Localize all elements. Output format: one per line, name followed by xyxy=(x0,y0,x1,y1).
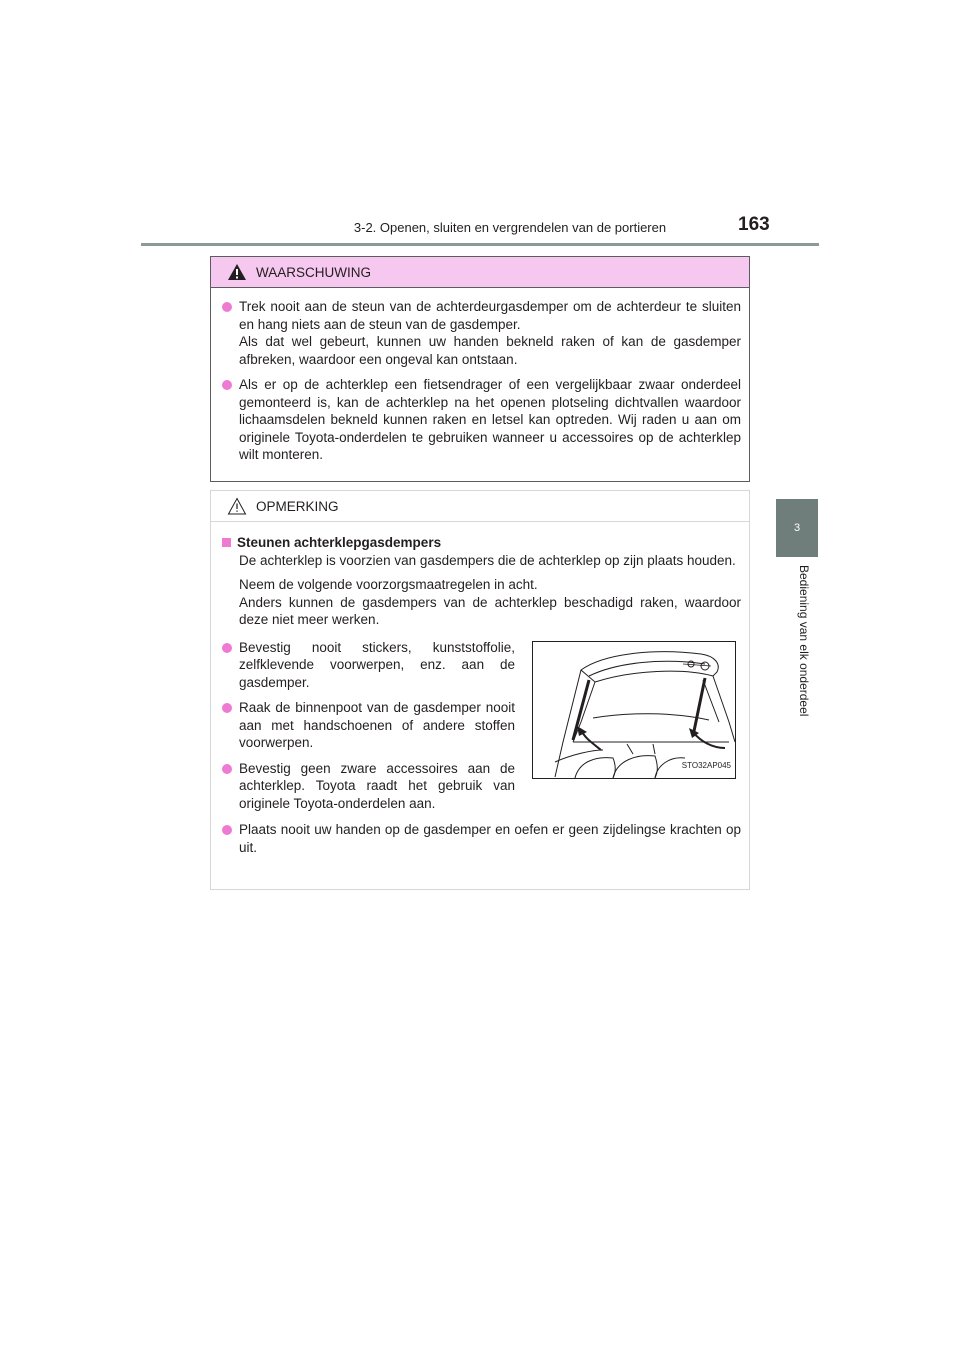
note-box xyxy=(210,490,750,890)
bullet-icon xyxy=(222,764,232,774)
note-text: Raak de binnenpoot van de gasdemper nooit aan met handschoenen of andere stoffen voorwerpen. xyxy=(239,700,515,750)
header-divider xyxy=(141,243,819,246)
note-item xyxy=(222,760,515,813)
bullet-icon xyxy=(222,302,232,312)
warning-triangle-icon xyxy=(227,263,247,281)
paragraph: Anders kunnen de gasdempers van de achterklep beschadigd raken, waardoor deze niet meer werken. xyxy=(239,594,741,627)
tailgate-gas-strut-illustration xyxy=(532,641,736,779)
bullet-icon xyxy=(222,703,232,713)
section-title: 3-2. Openen, sluiten en vergrendelen van de portieren xyxy=(353,220,667,235)
bullet-icon xyxy=(222,825,232,835)
note-text: Bevestig geen zware accessoires aan de achterklep. Toyota raadt het gebruik van originele Toyota-onderdelen aan. xyxy=(239,760,515,811)
caution-triangle-icon xyxy=(227,497,247,515)
note-title: OPMERKING xyxy=(256,498,339,514)
chapter-number: 3 xyxy=(793,522,801,534)
bullet-icon xyxy=(222,380,232,390)
note-item xyxy=(222,639,515,692)
note-item xyxy=(222,821,741,856)
bullet-icon xyxy=(222,643,232,653)
figure-code: STO32AP045 xyxy=(681,761,731,770)
note-item xyxy=(222,699,515,752)
warning-text: Als er op de achterklep een fietsendrager of een vergelijkbaar zwaar onderdeel gemonteerd is, kan de achterklep na het openen plotseling dichtvallen waardoor lichaamsdelen bekneld kunnen raken en letsel kan optreden. Wij raden u aan om originele Toyota-onderdelen te gebruiken wanneer u accessoires op de achterklep wilt monteren. xyxy=(239,377,741,462)
paragraph: De achterklep is voorzien van gasdempers die de achterklep op zijn plaats houden. xyxy=(239,552,736,568)
page-number: 163 xyxy=(738,214,770,235)
warning-title: WAARSCHUWING xyxy=(256,264,371,280)
warning-text: Trek nooit aan de steun van de achterdeurgasdemper om de achterdeur te sluiten en hang niets aan de steun van de gasdemper. xyxy=(239,299,741,332)
warning-body xyxy=(211,288,749,464)
note-text: Plaats nooit uw handen op de gasdemper en oefen er geen zijdelingse krachten op uit. xyxy=(239,822,741,855)
warning-item xyxy=(222,298,741,368)
chapter-label: Bediening van elk onderdeel xyxy=(797,565,811,717)
square-bullet-icon xyxy=(222,538,231,547)
note-text: Bevestig nooit stickers, kunststoffolie, zelfklevende voorwerpen, enz. aan de gasdemper. xyxy=(239,639,515,690)
section-heading-text: Steunen achterklepgasdempers xyxy=(237,535,442,550)
section-heading xyxy=(222,534,741,552)
paragraph: Neem de volgende voorzorgsmaatregelen in acht. xyxy=(239,577,538,592)
warning-item xyxy=(222,376,741,464)
figure-row xyxy=(222,637,741,813)
chapter-tab xyxy=(776,499,818,557)
note-header xyxy=(211,491,749,522)
note-body xyxy=(211,522,749,856)
warning-header xyxy=(211,257,749,288)
warning-box xyxy=(210,256,750,482)
warning-text: Als dat wel gebeurt, kunnen uw handen bekneld raken of kan de gasdemper afbreken, waardoor een ongeval kan ontstaan. xyxy=(239,334,741,367)
